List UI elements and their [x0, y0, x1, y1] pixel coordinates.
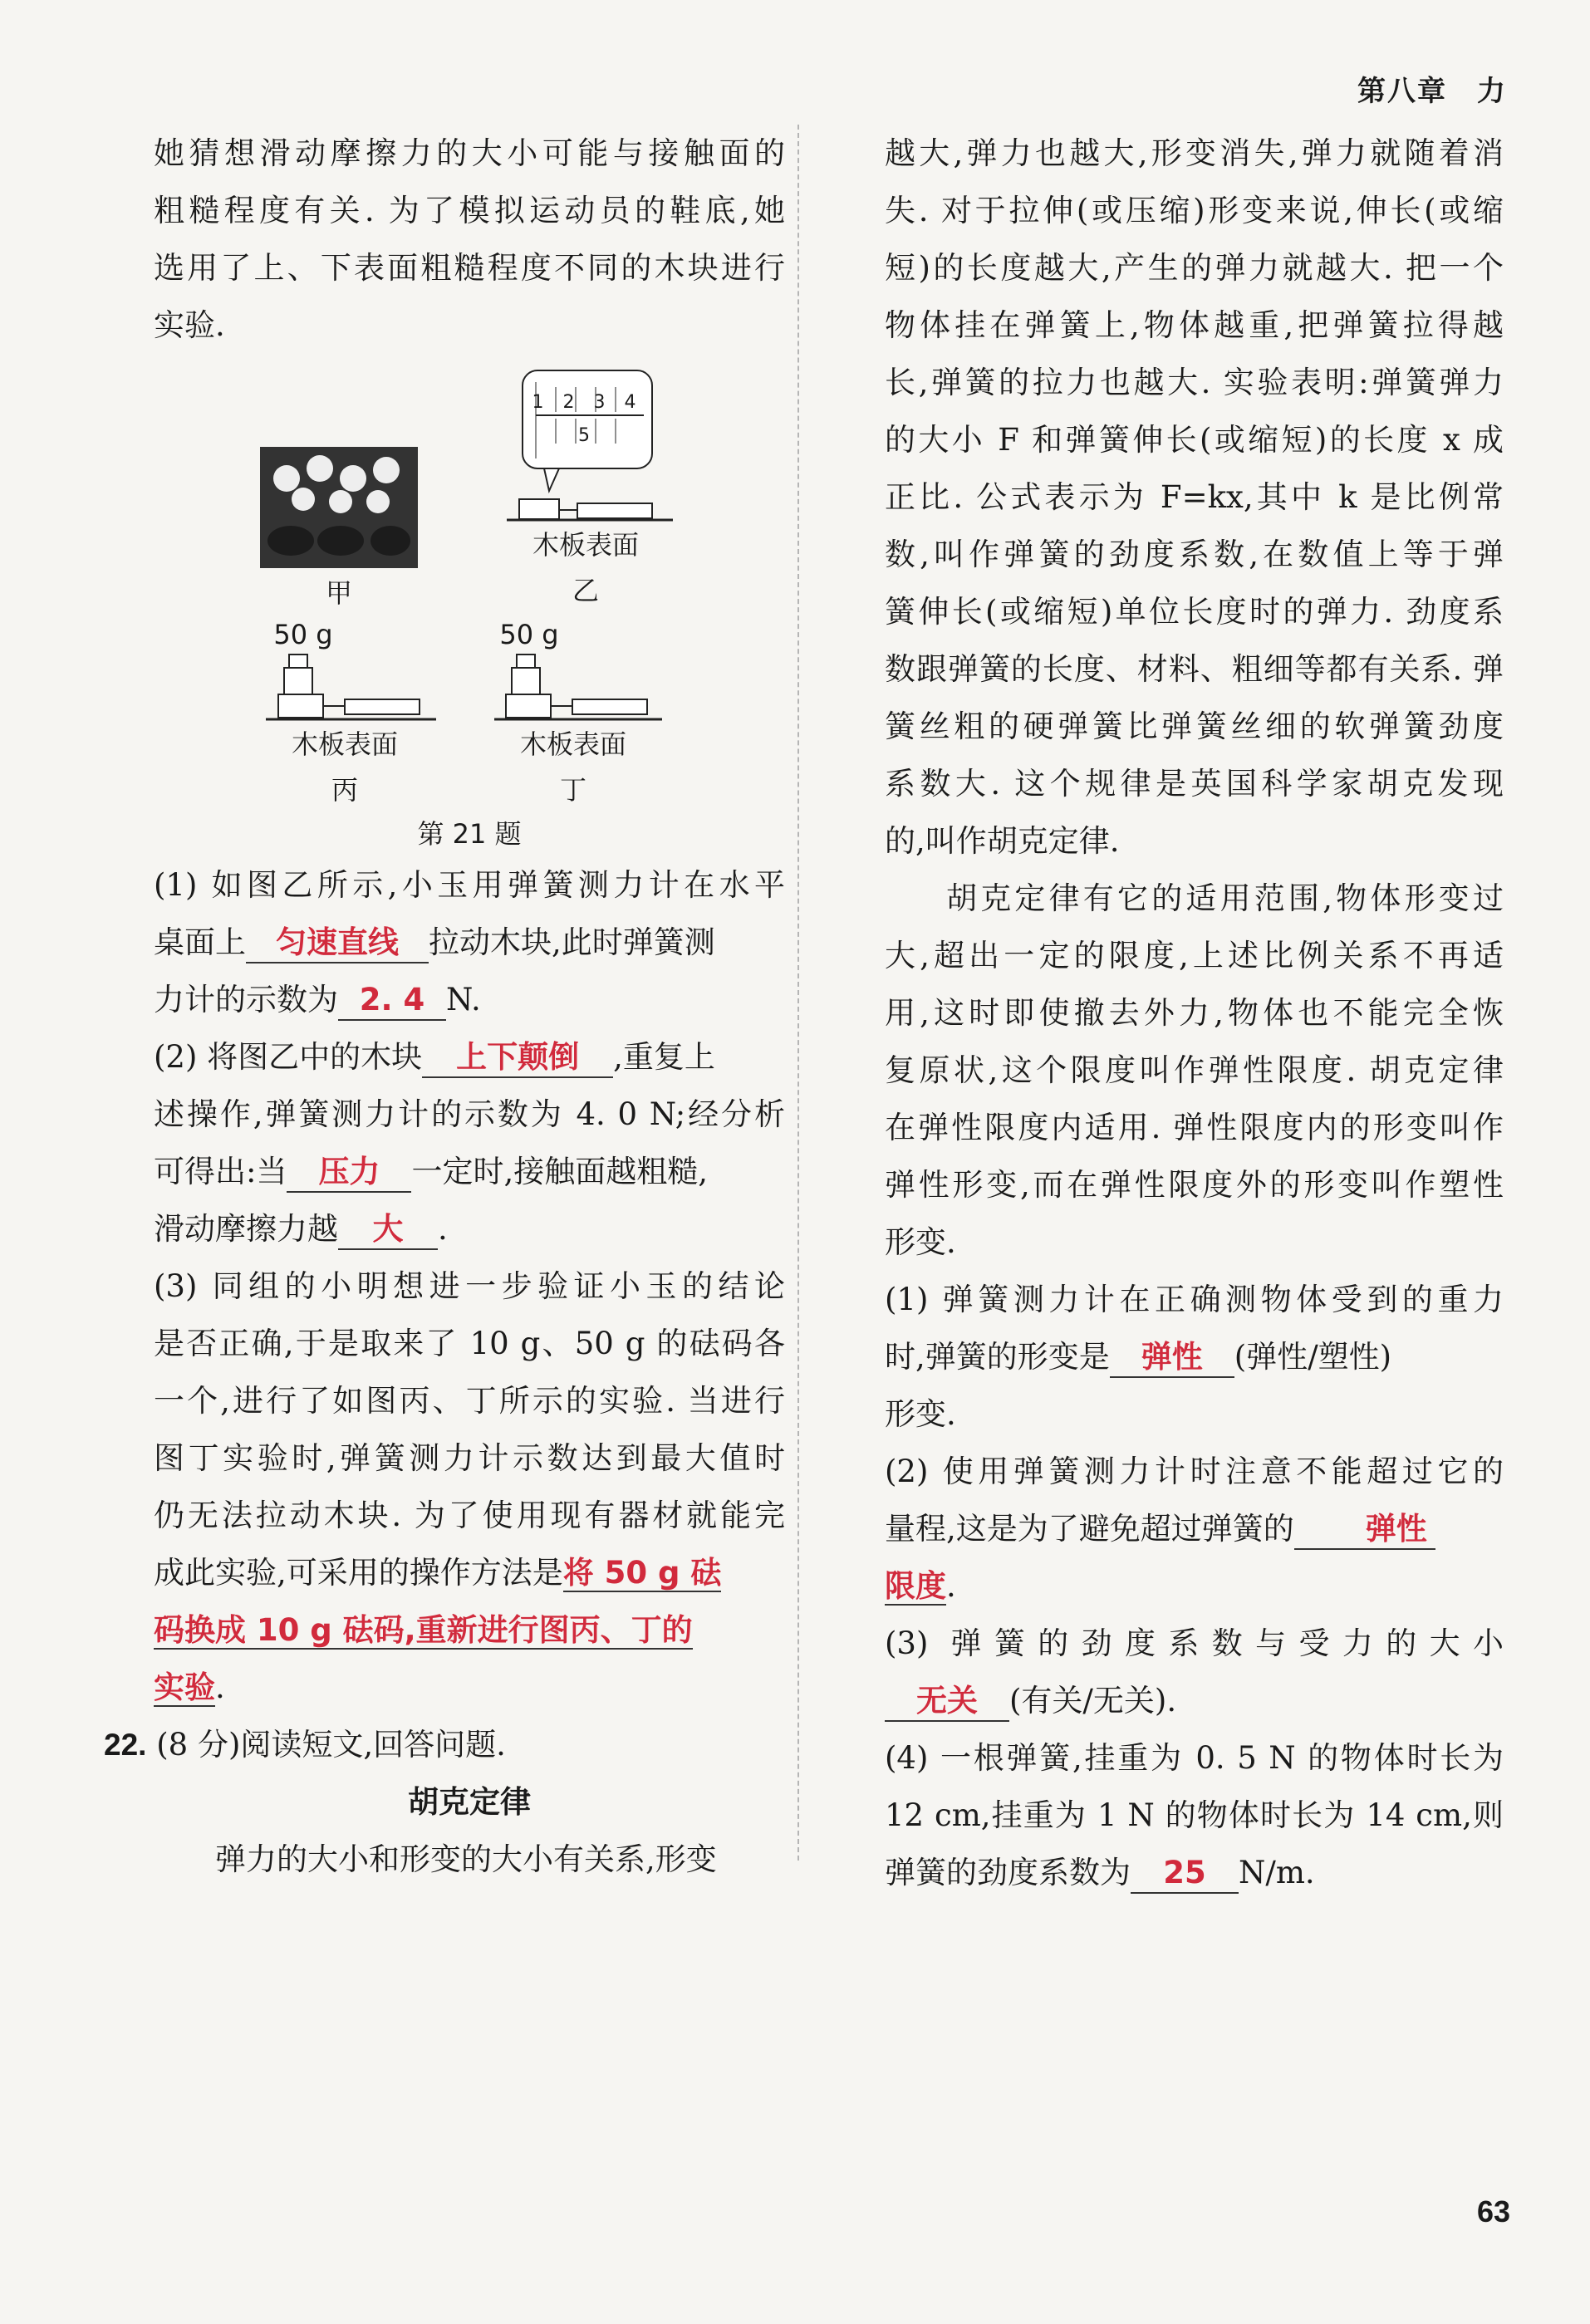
- answer-text: 实验: [154, 1669, 215, 1705]
- q2-line: 可得出:当 压力 一定时,接触面越粗糙,: [154, 1143, 785, 1200]
- r-q1-line: 形变.: [885, 1396, 956, 1432]
- answer-blank: 25: [1131, 1854, 1239, 1894]
- question-number: 22.: [104, 1728, 147, 1762]
- answer-text: 码换成 10 g 砝码,重新进行图丙、丁的: [154, 1612, 693, 1648]
- left-column: [104, 125, 785, 1888]
- article-line: 系数大. 这个规律是英国科学家胡克发现: [885, 766, 1504, 802]
- chapter-header: 第八章 力: [1357, 75, 1507, 108]
- article-title: 胡克定律: [408, 1784, 531, 1820]
- answer-blank: 上下颠倒: [422, 1038, 613, 1078]
- q3-line: 成此实验,可采用的操作方法是将 50 g 砝: [154, 1555, 722, 1591]
- article-line: 的,叫作胡克定律.: [885, 823, 1120, 859]
- r-q2-line: 限度.: [885, 1568, 956, 1604]
- r-q1-line: (1) 弹簧测力计在正确测物体受到的重力: [885, 1282, 1504, 1317]
- q1-line: 力计的示数为 2. 4 N.: [154, 971, 785, 1028]
- q3-line: 图丁实验时,弹簧测力计示数达到最大值时: [154, 1440, 785, 1476]
- scale-digits: 1 2 3 4 5: [532, 392, 643, 446]
- board-surface-label: 木板表面: [532, 529, 639, 561]
- question-22: 22. (8 分)阅读短文,回答问题.: [104, 1727, 506, 1763]
- weight-label: 50 g: [273, 619, 333, 650]
- intro-line: 她猜想滑动摩擦力的大小可能与接触面的: [154, 135, 785, 171]
- q2-line: 滑动摩擦力越 大 .: [154, 1200, 785, 1258]
- answer-blank: 无关: [885, 1682, 1009, 1722]
- answer-blank: 匀速直线: [246, 924, 429, 963]
- article-line: 在弹性限度内适用. 弹性限度内的形变叫作: [885, 1110, 1504, 1145]
- article-line: 短)的长度越大,产生的弹力就越大. 把一个: [885, 250, 1504, 286]
- answer-text: 将 50 g 砝: [562, 1555, 722, 1591]
- r-q4-line: 12 cm,挂重为 1 N 的物体时长为 14 cm,则: [885, 1797, 1504, 1833]
- q1-line: (1) 如图乙所示,小玉用弹簧测力计在水平: [154, 867, 785, 903]
- r-q4-line: 弹簧的劲度系数为 25 N/m.: [885, 1844, 1504, 1901]
- article-line: 越大,弹力也越大,形变消失,弹力就随着消: [885, 135, 1504, 171]
- label-bing: 丙: [331, 774, 358, 806]
- article-line: 簧伸长(或缩短)单位长度时的弹力. 劲度系: [885, 594, 1504, 630]
- r-q4-line: (4) 一根弹簧,挂重为 0. 5 N 的物体时长为: [885, 1740, 1504, 1776]
- intro-line: 实验.: [154, 307, 225, 343]
- article-line: 大,超出一定的限度,上述比例关系不再适: [885, 938, 1504, 973]
- r-q2-line: 量程,这是为了避免超过弹簧的 弹性: [885, 1500, 1504, 1557]
- intro-line: 粗糙程度有关. 为了模拟运动员的鞋底,她: [154, 193, 785, 228]
- article-line: 弹力的大小和形变的大小有关系,形变: [215, 1841, 717, 1877]
- answer-blank: 弹性: [1294, 1510, 1435, 1550]
- q3-line: (3) 同组的小明想进一步验证小玉的结论: [154, 1268, 785, 1304]
- board-surface-label: 木板表面: [519, 728, 626, 760]
- answer-blank: 弹性: [1110, 1338, 1234, 1378]
- q1-line: 桌面上 匀速直线 拉动木块,此时弹簧测: [154, 914, 785, 971]
- shoe-sole-photo: [260, 447, 418, 568]
- figure-drawing: [154, 354, 785, 856]
- article-line: 物体挂在弹簧上,物体越重,把弹簧拉得越: [885, 307, 1504, 343]
- r-q3-line: (3) 弹簧的劲度系数与受力的大小: [885, 1625, 1504, 1661]
- label-ding: 丁: [559, 774, 586, 806]
- page-number: 63: [1476, 2194, 1510, 2228]
- article-line: 正比. 公式表示为 F=kx,其中 k 是比例常: [885, 479, 1504, 515]
- article-line: 簧丝粗的硬弹簧比弹簧丝细的软弹簧劲度: [885, 708, 1504, 744]
- intro-line: 选用了上、下表面粗糙程度不同的木块进行: [154, 250, 785, 286]
- article-line: 长,弹簧的拉力也越大. 实验表明:弹簧弹力: [885, 365, 1504, 400]
- board-surface-label: 木板表面: [291, 728, 398, 760]
- q3-line: 一个,进行了如图丙、丁所示的实验. 当进行: [154, 1383, 785, 1419]
- experiment-figure: [154, 354, 785, 856]
- q3-line: 实验.: [154, 1669, 225, 1705]
- q2-line: 述操作,弹簧测力计的示数为 4. 0 N;经分析: [154, 1096, 785, 1132]
- weight-label: 50 g: [499, 619, 559, 650]
- answer-text: 限度: [885, 1568, 946, 1604]
- q3-line: [154, 1601, 785, 1659]
- right-column: [885, 125, 1504, 1901]
- label-yi: 乙: [572, 575, 599, 606]
- q2-line: (2) 将图乙中的木块 上下颠倒 ,重复上: [154, 1028, 785, 1086]
- board-ding: [494, 655, 662, 719]
- article-line: 用,这时即使撤去外力,物体也不能完全恢: [885, 995, 1504, 1031]
- answer-blank: 大: [338, 1210, 438, 1250]
- article-line: 形变.: [885, 1224, 956, 1260]
- article-line: 复原状,这个限度叫作弹性限度. 胡克定律: [885, 1052, 1504, 1088]
- r-q3-line: 无关 (有关/无关).: [885, 1672, 1504, 1729]
- article-line: 弹性形变,而在弹性限度外的形变叫作塑性: [885, 1167, 1504, 1203]
- r-q2-line: (2) 使用弹簧测力计时注意不能超过它的: [885, 1454, 1504, 1489]
- board-bing: [266, 655, 436, 719]
- article-line: 数跟弹簧的长度、材料、粗细等都有关系. 弹: [885, 651, 1504, 687]
- answer-blank: 压力: [287, 1153, 411, 1193]
- q3-line: 仍无法拉动木块. 为了使用现有器材就能完: [154, 1498, 785, 1533]
- figure-caption: 第 21 题: [417, 818, 522, 850]
- article-line: 胡克定律有它的适用范围,物体形变过: [946, 880, 1504, 916]
- column-divider: [797, 125, 799, 1861]
- r-q1-line: 时,弹簧的形变是 弹性 (弹性/塑性): [885, 1328, 1504, 1385]
- label-jia: 甲: [325, 577, 352, 609]
- article-line: 失. 对于拉伸(或压缩)形变来说,伸长(或缩: [885, 193, 1504, 228]
- article-line: 数,叫作弹簧的劲度系数,在数值上等于弹: [885, 537, 1504, 572]
- q3-line: 是否正确,于是取来了 10 g、50 g 的砝码各: [154, 1326, 785, 1361]
- board-yi: [507, 499, 673, 520]
- article-line: 的大小 F 和弹簧伸长(或缩短)的长度 x 成: [885, 422, 1504, 458]
- answer-blank: 2. 4: [338, 981, 446, 1021]
